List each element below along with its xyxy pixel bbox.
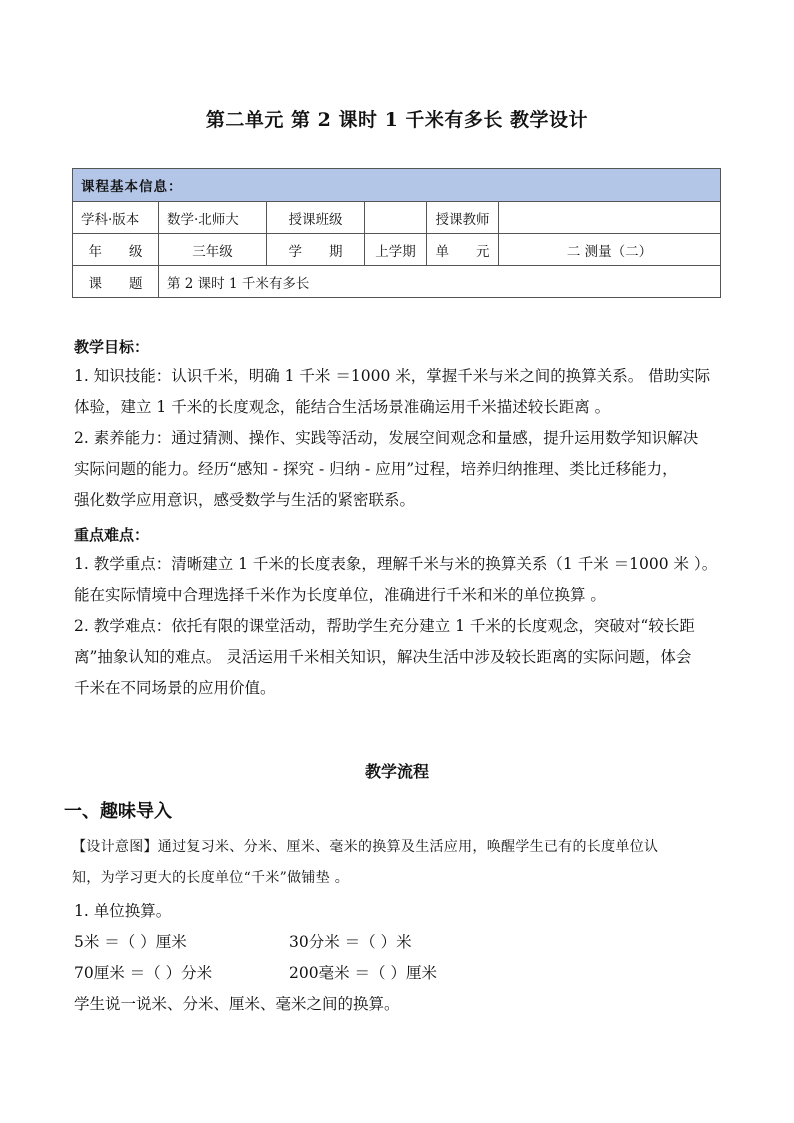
key-points-paragraph-2: [74, 611, 724, 704]
key-points-label: 重点难点：: [74, 526, 150, 544]
text-line: 知，为学习更大的长度单位“千米”做铺垫 。: [72, 870, 350, 886]
section-heading: 一、趣味导入: [64, 801, 172, 822]
objectives-section: [74, 336, 724, 516]
text-line: 实际问题的能力。经历“感知 - 探究 - 归纳 - 应用”过程，培养归纳推理、类比迁移能力，: [74, 460, 678, 478]
topic-value: 第 2 课时 1 千米有多长: [159, 266, 721, 298]
text-line: 强化数学应用意识，感受数学与生活的紧密联系。: [74, 491, 416, 509]
subject-value: 数学·北师大: [159, 202, 267, 234]
objectives-paragraph-1: [74, 361, 724, 423]
teacher-value: [499, 202, 721, 234]
grade-value: 三年级: [159, 234, 267, 266]
subject-label: 学科·版本: [73, 202, 159, 234]
document-title: 第二单元 第 2 课时 1 千米有多长 教学设计: [205, 109, 589, 131]
unit-label: 单 元: [427, 234, 499, 266]
exercise-1: 5米 ＝（ ）厘米: [74, 933, 187, 951]
unit-value: 二 测量（二）: [499, 234, 721, 266]
design-intent: [72, 832, 727, 894]
key-points-paragraph-1: [74, 549, 724, 611]
objectives-paragraph-2: [74, 423, 724, 516]
exercise-item-title: 1. 单位换算。: [74, 902, 172, 920]
course-info-header: 课程基本信息：: [73, 169, 721, 202]
grade-label: 年 级: [73, 234, 159, 266]
text-line: 体验，建立 1 千米的长度观念，能结合生活场景准确运用千米描述较长距离 。: [74, 398, 611, 416]
key-points-section: [74, 524, 724, 704]
exercise-2: 30分米 ＝（ ）米: [289, 933, 412, 951]
course-info-table: [72, 168, 721, 298]
text-line: 2. 素养能力：通过猜测、操作、实践等活动，发展空间观念和量感，提升运用数学知识解决: [74, 429, 699, 447]
term-value: 上学期: [365, 234, 427, 266]
term-label: 学 期: [267, 234, 365, 266]
text-line: 【设计意图】通过复习米、分米、厘米、毫米的换算及生活应用，唤醒学生已有的长度单位认: [72, 839, 659, 855]
text-line: 1. 教学重点：清晰建立 1 千米的长度表象，理解千米与米的换算关系（1 千米 ＝1000 米 ）。: [74, 555, 718, 573]
objectives-label: 教学目标：: [74, 338, 150, 356]
text-line: 千米在不同场景的应用价值。: [74, 679, 276, 697]
exercise-3: 70厘米 ＝（ ）分米: [74, 964, 213, 982]
text-line: 离”抽象认知的难点。 灵活运用千米相关知识，解决生活中涉及较长距离的实际问题，体会: [74, 648, 692, 666]
teacher-label: 授课教师: [427, 202, 499, 234]
exercise-note: 学生说一说米、分米、厘米、毫米之间的换算。: [74, 995, 400, 1013]
class-label: 授课班级: [267, 202, 365, 234]
class-value: [365, 202, 427, 234]
teaching-flow-title: 教学流程: [364, 762, 429, 781]
topic-label: 课 题: [73, 266, 159, 298]
text-line: 2. 教学难点：依托有限的课堂活动，帮助学生充分建立 1 千米的长度观念，突破对“较长距: [74, 617, 695, 635]
text-line: 1. 知识技能：认识千米，明确 1 千米 ＝1000 米，掌握千米与米之间的换算关系。 借助实际: [74, 367, 711, 385]
text-line: 能在实际情境中合理选择千米作为长度单位，准确进行千米和米的单位换算 。: [74, 586, 606, 604]
exercise-4: 200毫米 ＝（ ）厘米: [289, 964, 437, 982]
